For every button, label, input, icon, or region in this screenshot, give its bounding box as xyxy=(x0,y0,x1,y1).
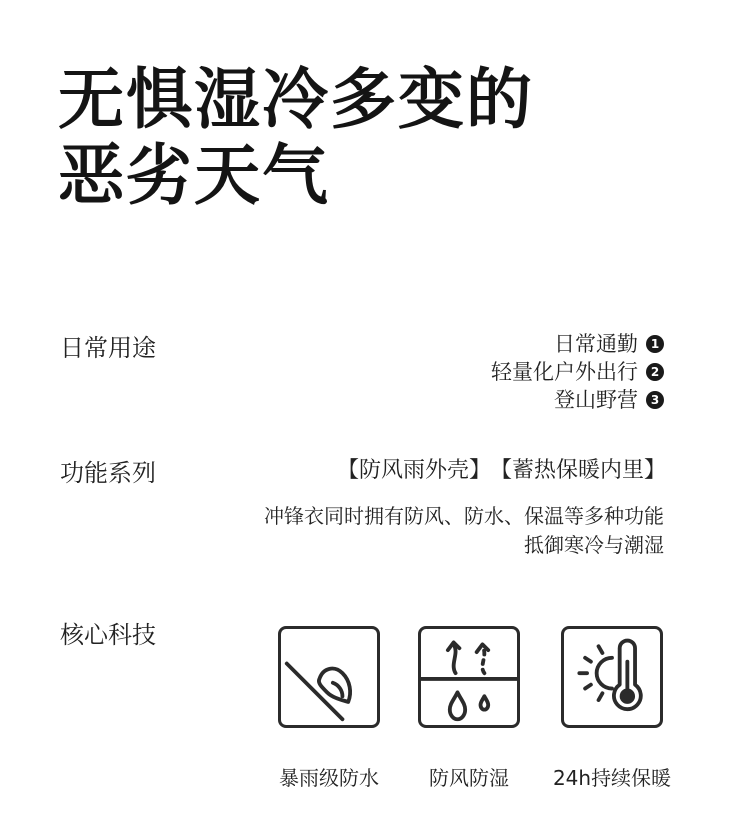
number-badge-icon: 2 xyxy=(646,363,664,381)
series-label: 功能系列 xyxy=(60,459,156,487)
usage-item-text: 日常通勤 xyxy=(554,332,638,356)
tech-label: 核心科技 xyxy=(60,621,156,649)
headline xyxy=(58,62,534,214)
headline-line-1: 无惧湿冷多变的 xyxy=(58,61,534,138)
warmth-thermometer-icon xyxy=(561,626,663,728)
tech-caption-warmth: 24h持续保暖 xyxy=(552,766,672,790)
windproof-moisture-icon xyxy=(418,626,520,728)
headline-line-2: 恶劣天气 xyxy=(58,137,330,214)
series-tag-shell: 【防风雨外壳】 xyxy=(336,458,491,483)
usage-item xyxy=(491,330,664,358)
series-tag-lining: 【蓄热保暖内里】 xyxy=(500,458,666,483)
usage-item-text: 轻量化户外出行 xyxy=(491,360,638,384)
number-badge-icon: 1 xyxy=(646,335,664,353)
usage-item xyxy=(491,386,664,414)
series-desc-line-1: 冲锋衣同时拥有防风、防水、保温等多种功能 xyxy=(264,504,664,528)
usage-label: 日常用途 xyxy=(60,334,156,362)
usage-item-text: 登山野营 xyxy=(554,388,638,412)
series-tags xyxy=(337,456,666,486)
number-badge-icon: 3 xyxy=(646,391,664,409)
waterproof-icon xyxy=(278,626,380,728)
usage-list xyxy=(491,330,664,414)
series-description xyxy=(264,502,664,560)
usage-item xyxy=(491,358,664,386)
series-desc-line-2: 抵御寒冷与潮湿 xyxy=(524,533,664,557)
tech-caption-waterproof: 暴雨级防水 xyxy=(279,766,379,790)
tech-caption-windproof: 防风防湿 xyxy=(429,766,509,790)
